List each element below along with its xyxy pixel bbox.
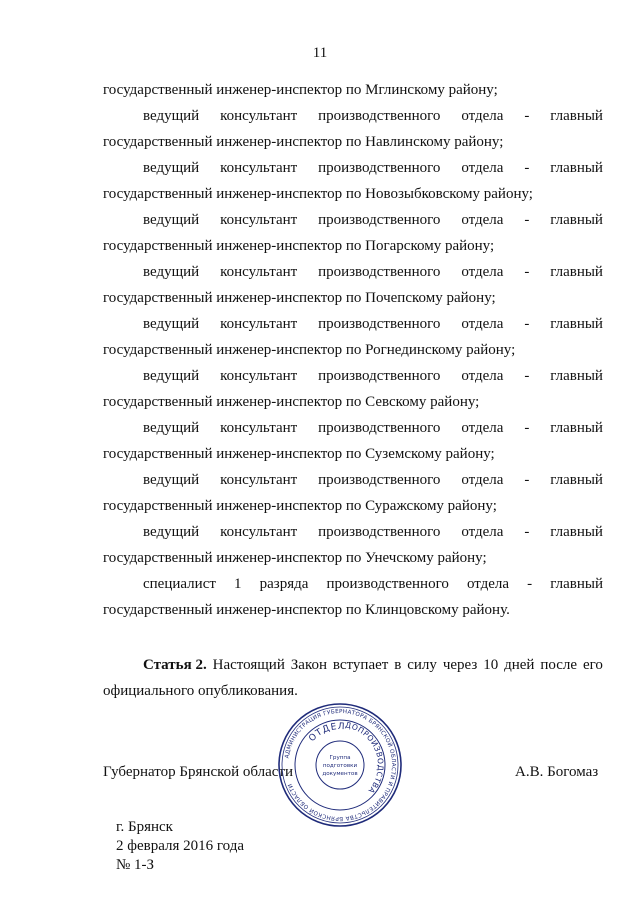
law-body	[103, 77, 603, 623]
article-word: в	[394, 657, 402, 673]
body-word: 1	[234, 576, 242, 592]
body-word: ведущий	[143, 316, 200, 332]
body-word: ведущий	[143, 524, 200, 540]
body-word: отдела	[461, 264, 504, 280]
body-word: -	[524, 316, 530, 332]
seal-center-line: подготовки	[322, 763, 358, 769]
body-word: отдела	[461, 212, 504, 228]
article-word: после	[540, 657, 578, 673]
body-line: государственный инженер-инспектор по Севскому району;	[103, 394, 480, 410]
body-word: производственного	[326, 576, 449, 592]
body-word: консультант	[220, 420, 298, 436]
law-date: 2 февраля 2016 года	[116, 838, 245, 854]
city: г. Брянск	[116, 819, 173, 835]
body-word: консультант	[220, 316, 298, 332]
article-line-1	[103, 652, 603, 678]
article-word: Настоящий	[212, 657, 285, 673]
article-word: дней	[504, 657, 535, 673]
body-word: главный	[550, 420, 603, 436]
body-word: ведущий	[143, 368, 200, 384]
body-word: -	[524, 472, 530, 488]
body-line: государственный инженер-инспектор по Почепскому району;	[103, 290, 496, 306]
body-word: производственного	[318, 368, 441, 384]
body-line	[103, 415, 603, 441]
body-word: отдела	[461, 160, 504, 176]
body-word: ведущий	[143, 420, 200, 436]
body-word: консультант	[220, 212, 298, 228]
body-word: -	[524, 420, 530, 436]
body-word: консультант	[220, 472, 298, 488]
body-word: ведущий	[143, 108, 200, 124]
body-word: главный	[550, 108, 603, 124]
body-word: ведущий	[143, 472, 200, 488]
law-number: № 1-З	[116, 857, 155, 873]
body-line	[103, 103, 603, 129]
body-word: производственного	[318, 264, 441, 280]
body-word: консультант	[220, 264, 298, 280]
seal-center-line: Группа	[329, 755, 351, 761]
body-word: -	[524, 108, 530, 124]
body-line	[103, 519, 603, 545]
signatory-name: А.В. Богомаз	[515, 764, 599, 780]
body-line	[103, 207, 603, 233]
body-word: производственного	[318, 420, 441, 436]
body-word: разряда	[259, 576, 309, 592]
body-word: главный	[550, 472, 603, 488]
article-word: Закон	[290, 657, 327, 673]
article-word: силу	[407, 657, 437, 673]
body-word: -	[524, 524, 530, 540]
body-word: главный	[550, 316, 603, 332]
body-word: консультант	[220, 108, 298, 124]
governor-title: Губернатор Брянской области	[103, 764, 294, 780]
body-word: консультант	[220, 160, 298, 176]
body-line	[103, 155, 603, 181]
body-word: специалист	[143, 576, 216, 592]
article-2	[103, 652, 603, 704]
body-word: главный	[550, 576, 603, 592]
body-line: государственный инженер-инспектор по Погарскому району;	[103, 238, 495, 254]
official-seal-icon	[276, 701, 404, 829]
body-word: производственного	[318, 160, 441, 176]
body-word: отдела	[461, 420, 504, 436]
body-word: отдела	[461, 524, 504, 540]
body-word: -	[527, 576, 533, 592]
body-line: государственный инженер-инспектор по Унечскому району;	[103, 550, 487, 566]
body-line: государственный инженер-инспектор по Суражскому району;	[103, 498, 497, 514]
body-word: производственного	[318, 524, 441, 540]
body-line: государственный инженер-инспектор по Навлинскому району;	[103, 134, 504, 150]
seal-top-word: ОТДЕЛ	[307, 721, 346, 745]
body-word: консультант	[220, 368, 298, 384]
article-word: вступает	[332, 657, 389, 673]
seal-bottom-word: ДОПРОИЗВОДСТВА	[344, 720, 386, 796]
article-word: 10	[483, 657, 499, 673]
body-word: -	[524, 212, 530, 228]
article-word: через	[442, 657, 478, 673]
body-word: ведущий	[143, 264, 200, 280]
body-line	[103, 259, 603, 285]
seal-center-line: документов	[322, 771, 358, 777]
body-line	[103, 467, 603, 493]
body-word: главный	[550, 524, 603, 540]
body-word: главный	[550, 212, 603, 228]
body-word: отдела	[461, 108, 504, 124]
body-line: государственный инженер-инспектор по Мглинскому району;	[103, 82, 498, 98]
body-word: производственного	[318, 212, 441, 228]
body-word: отдела	[461, 472, 504, 488]
body-word: главный	[550, 264, 603, 280]
body-line: государственный инженер-инспектор по Клинцовскому району.	[103, 602, 510, 618]
body-line: государственный инженер-инспектор по Суземскому району;	[103, 446, 495, 462]
body-word: главный	[550, 160, 603, 176]
place-and-date	[116, 818, 244, 875]
body-word: главный	[550, 368, 603, 384]
body-line	[103, 571, 603, 597]
body-word: производственного	[318, 316, 441, 332]
body-word: ведущий	[143, 160, 200, 176]
article-word: его	[582, 657, 603, 673]
body-word: производственного	[318, 472, 441, 488]
body-line	[103, 363, 603, 389]
body-word: ведущий	[143, 212, 200, 228]
body-line: государственный инженер-инспектор по Рогнединскому району;	[103, 342, 516, 358]
seal-ring-text: АДМИНИСТРАЦИЯ ГУБЕРНАТОРА БРЯНСКОЙ ОБЛАСТИ И ПРАВИТЕЛЬСТВА БРЯНСКОЙ ОБЛАСТИ	[284, 708, 397, 822]
article-heading: Статья 2.	[143, 657, 207, 673]
body-word: -	[524, 160, 530, 176]
body-line: государственный инженер-инспектор по Новозыбковскому району;	[103, 186, 533, 202]
page-number: 11	[312, 45, 328, 61]
body-word: производственного	[318, 108, 441, 124]
body-word: отдела	[461, 368, 504, 384]
body-line	[103, 311, 603, 337]
body-word: отдела	[466, 576, 510, 592]
body-word: консультант	[220, 524, 298, 540]
article-line-2: официального опубликования.	[103, 683, 298, 699]
body-word: отдела	[461, 316, 504, 332]
body-word: -	[524, 264, 530, 280]
body-word: -	[524, 368, 530, 384]
